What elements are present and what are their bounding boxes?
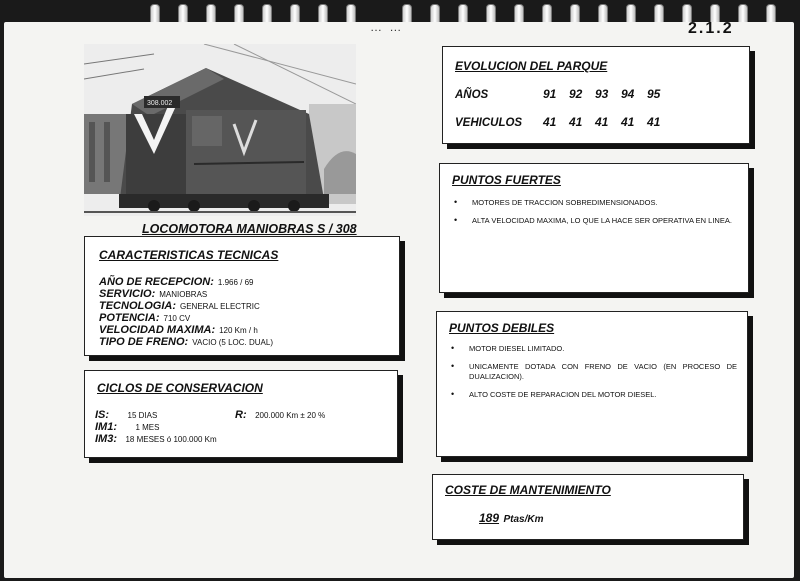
list-item-text: ALTO COSTE DE REPARACION DEL MOTOR DIESEL. — [469, 390, 657, 399]
spec-label: POTENCIA: — [99, 312, 160, 324]
year-cell: 94 — [621, 87, 635, 101]
loco-plate: 308.002 — [147, 100, 173, 107]
list-item-text: MOTORES DE TRACCION SOBREDIMENSIONADOS. — [472, 198, 658, 207]
caracteristicas-title: CARACTERISTICAS TECNICAS — [99, 248, 279, 262]
cycle-is-value: 15 DIAS — [127, 411, 158, 420]
spec-label: TIPO DE FRENO: — [99, 336, 189, 348]
evolucion-title: EVOLUCION DEL PARQUE — [455, 59, 608, 73]
vehicle-cell: 41 — [569, 115, 583, 129]
page-number: 2.1.2 — [688, 20, 734, 37]
list-item — [449, 390, 737, 400]
cycle-r-value: 200.000 Km ± 20 % — [255, 411, 326, 420]
coste-value — [479, 509, 544, 527]
spec-value: 710 CV — [163, 314, 191, 323]
bullet-icon: • — [454, 197, 458, 207]
cycle-r-label: R: — [235, 409, 247, 421]
evolucion-box — [442, 46, 750, 144]
fuertes-box — [439, 163, 749, 293]
vehicles-row — [455, 113, 673, 131]
cycle-im1-value: 1 MES — [135, 423, 160, 432]
vehicle-cell: 41 — [595, 115, 609, 129]
bullet-icon: • — [451, 343, 455, 353]
vehicle-cell: 41 — [647, 115, 661, 129]
coste-box — [432, 474, 744, 540]
cycle-r — [235, 405, 325, 423]
coste-title: COSTE DE MANTENIMIENTO — [445, 483, 611, 497]
vehicle-cell: 41 — [621, 115, 635, 129]
photo-caption: LOCOMOTORA MANIOBRAS S / 308 — [142, 222, 357, 236]
spec-value: GENERAL ELECTRIC — [180, 302, 260, 311]
years-row — [455, 85, 673, 103]
cycle-im3 — [95, 429, 217, 447]
locomotive-photo — [84, 44, 356, 216]
caracteristicas-box — [84, 236, 400, 356]
fuertes-title: PUNTOS FUERTES — [452, 173, 561, 187]
spec-row — [99, 332, 273, 350]
list-item — [452, 216, 738, 226]
spec-value: VACIO (5 LOC. DUAL) — [192, 338, 273, 347]
bullet-icon: • — [451, 361, 455, 371]
year-cell: 91 — [543, 87, 557, 101]
spec-label: SERVICIO: — [99, 288, 156, 300]
spec-label: AÑO DE RECEPCION: — [99, 276, 214, 288]
coste-amount: 189 — [479, 511, 500, 525]
year-cell: 92 — [569, 87, 583, 101]
cycle-im3-value: 18 MESES ó 100.000 Km — [125, 435, 217, 444]
spec-value: 1.966 / 69 — [217, 278, 254, 287]
ciclos-box — [84, 370, 398, 458]
debiles-list — [449, 344, 737, 408]
spec-label: VELOCIDAD MAXIMA: — [99, 324, 216, 336]
list-item — [452, 198, 738, 208]
bullet-icon: • — [451, 389, 455, 399]
vehicles-label: VEHICULOS — [455, 117, 523, 129]
list-item-text: UNICAMENTE DOTADA CON FRENO DE VACIO (EN PROCESO DE DUALIZACION). — [469, 362, 737, 381]
list-item — [449, 344, 737, 354]
debiles-box — [436, 311, 748, 457]
year-cell: 95 — [647, 87, 661, 101]
debiles-title: PUNTOS DEBILES — [449, 321, 555, 335]
cycle-is-label: IS: — [95, 409, 110, 421]
list-item-text: MOTOR DIESEL LIMITADO. — [469, 344, 565, 353]
bullet-icon: • — [454, 215, 458, 225]
spec-label: TECNOLOGIA: — [99, 300, 176, 312]
list-item — [449, 362, 737, 382]
ciclos-title: CICLOS DE CONSERVACION — [97, 381, 263, 395]
spec-value: 120 Km / h — [219, 326, 258, 335]
year-cell: 93 — [595, 87, 609, 101]
list-item-text: ALTA VELOCIDAD MAXIMA, LO QUE LA HACE SER OPERATIVA EN LINEA. — [472, 216, 732, 225]
cycle-im3-label: IM3: — [95, 433, 117, 445]
page-header-text: … … — [370, 20, 404, 34]
years-label: AÑOS — [455, 89, 489, 101]
spec-value: MANIOBRAS — [159, 290, 208, 299]
vehicle-cell: 41 — [543, 115, 557, 129]
locomotive-illustration — [84, 44, 356, 216]
fuertes-list — [452, 198, 738, 234]
cycle-im1-label: IM1: — [95, 421, 117, 433]
coste-unit: Ptas/Km — [503, 514, 544, 525]
